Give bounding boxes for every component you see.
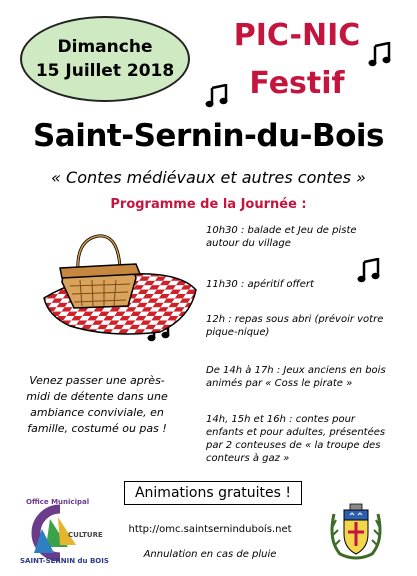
music-note-icon (205, 84, 229, 108)
program-title: Programme de la Journée : (110, 197, 307, 212)
date-full: 15 Juillet 2018 (35, 61, 175, 81)
subtitle: « Contes médiévaux et autres contes » (51, 168, 366, 187)
coat-of-arms-icon (326, 500, 386, 562)
animations-banner: Animations gratuites ! (124, 481, 302, 505)
date-day: Dimanche (57, 37, 153, 57)
program-item: 12h : repas sous abri (prévoir votre pique-nique) (206, 314, 384, 338)
music-note-icon (368, 42, 392, 68)
program-item: De 14h à 17h : Jeux anciens en bois animés par « Coss le pirate » (206, 365, 386, 389)
omc-logo-text: Office Municipal (26, 498, 90, 506)
program-item: 14h, 15h et 16h : contes pour enfants et pour adultes, présentées par 2 conteuses de « la troupe des conteurs à gaz » (206, 414, 386, 464)
invitation-text: Venez passer une après-midi de détente dans une ambiance conviviale, en famille, costumé ou pas ! (26, 374, 168, 435)
town-name: Saint-Sernin-du-Bois (32, 118, 385, 154)
program-item: 11h30 : apéritif offert (206, 279, 314, 290)
program-item: 10h30 : balade et Jeu de piste autour du village (206, 225, 357, 249)
omc-logo-culture: CULTURE (68, 531, 103, 539)
website-link[interactable]: http://omc.saintserninduboís.net (128, 524, 292, 535)
omc-logo-town: SAINT-SERNIN du BOIS (20, 557, 109, 565)
picnic-basket-icon (40, 228, 200, 338)
cancel-notice: Annulation en cas de pluie (143, 549, 277, 560)
title-picnic: PIC-NIC (233, 18, 361, 53)
date-oval (20, 16, 190, 102)
title-festif: Festif (249, 66, 345, 101)
